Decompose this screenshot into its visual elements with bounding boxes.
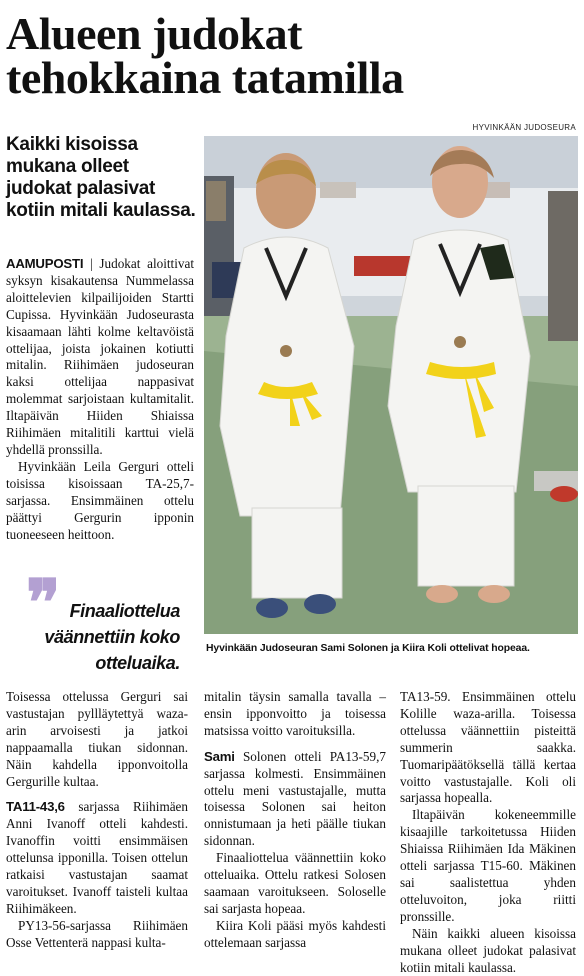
lead-line-1: Kaikki kisoissa xyxy=(6,134,138,155)
intro-paragraph xyxy=(6,256,194,459)
paragraph: Toisessa ottelussa Gerguri sai vastustajan pyllläytettyä waza-arin arvoisesti ja jatkoi nappaamalla tiukan sidonnan. Näin kahdella ipponvoitolla Gergurille kultaa. xyxy=(6,689,188,789)
column-1-top xyxy=(6,256,194,543)
paragraph: Iltapäivän kokeneemmille kisaajille tarkoitetussa Hiiden Shiaissa Riihimäen Ida Mäkinen otteli sarjassa T15-60. Mäkinen sai saalistettua yhden otteluvoiton, joka riitti pronssille. xyxy=(400,807,576,924)
paragraph: Kiira Koli pääsi myös kahdesti ottelemaan sarjassa xyxy=(204,917,386,950)
paragraph xyxy=(6,799,188,917)
paragraph: Finaaliottelua väännettiin koko otteluaika. Ottelu ratkesi Solosen saamaan varoitukseen. Soloselle sai sarjasta hopeaa. xyxy=(204,850,386,916)
paragraph-text: sarjassa Riihimäen Anni Ivanoff otteli kahdesti. Ivanoffin voitti ensimmäisen ottelunsa ipponilla. Toisen ottelun ratkaisi vastustajan saamat varoitukset. Ivanoff taisteli kultaa Riihimäkeen. xyxy=(6,799,188,916)
lead-line-4: kotiin mitali kaulassa. xyxy=(6,200,196,221)
pull-quote-text: Finaaliottelua väännettiin koko otteluaika. xyxy=(44,601,180,673)
column-1-bottom xyxy=(6,689,188,952)
paragraph: Näin kaikki alueen kisoissa mukana olleet judokat palasivat kotiin mitali kaulassa. xyxy=(400,925,576,975)
headline-line-2: tehokkaina tatamilla xyxy=(6,52,404,103)
paragraph: TA13-59. Ensimmäinen ottelu Kolille waza-arilla. Toisessa ottelussa väännettiin pisteittä summerin saakka. Tuomaripäätöksellä tällä kertaa voitto vastustajalle. Koli oli sarjassa hopealla. xyxy=(400,689,576,806)
judoka-photo-illustration xyxy=(204,136,578,634)
lead-line-3: judokat palasivat xyxy=(6,178,156,199)
headline-line-1: Alueen judokat xyxy=(6,8,302,59)
subhead-kicker: Sami xyxy=(204,748,235,764)
quote-mark-icon: ❞ xyxy=(26,568,61,639)
column-3 xyxy=(400,689,576,976)
headline xyxy=(6,8,578,103)
photo-credit: HYVINKÄÄN JUDOSEURA xyxy=(472,123,576,132)
paragraph: PY13-56-sarjassa Riihimäen Osse Vettenterä nappasi kulta- xyxy=(6,917,188,950)
byline: AAMUPOSTI xyxy=(6,256,84,271)
article-photo xyxy=(204,136,578,634)
photo-caption: Hyvinkään Judoseuran Sami Solonen ja Kiira Koli ottelivat hopeaa. xyxy=(206,643,530,654)
lead-paragraph xyxy=(6,134,196,222)
paragraph xyxy=(204,749,386,850)
paragraph: Hyvinkään Leila Gerguri otteli toisissa kisoissaan TA-25,7-sarjassa. Ensimmäinen ottelu päättyi Gergurin ipponin tuoneeseen heittoon. xyxy=(6,458,194,542)
column-2 xyxy=(204,689,386,952)
intro-text: | Judokat aloittivat syksyn kisakautensa Nummelassa aloittelevien kilpailijoiden Startti Cupissa. Hyvinkään Judoseurasta kisaamaan lähti kolme keltavöistä ottelijaa, joista jokainen kotiutti mitalin. Riihimäen judoseuran kaksi ottelijaa nappasivat molemmat sarjoistaan kultamitalit. Iltapäivän Hiiden Shiaissa Riihimäen mitalitili karttui vielä yhdellä pronssilla. xyxy=(6,256,194,457)
subhead-kicker: TA11-43,6 xyxy=(6,799,65,815)
paragraph-text: Solonen otteli PA13-59,7 sarjassa kolmesti. Ensimmäinen ottelu meni vastustajalle, mutta toisessa Solonen sai heiton onnistumaan ja heti päälle tiukan sidonnan. xyxy=(204,748,386,849)
paragraph: mitalin täysin samalla tavalla – ensin ipponvoitto ja toisessa matsissa voitto varoituksilla. xyxy=(204,689,386,738)
pull-quote xyxy=(26,568,180,680)
lead-line-2: mukana olleet xyxy=(6,156,129,177)
